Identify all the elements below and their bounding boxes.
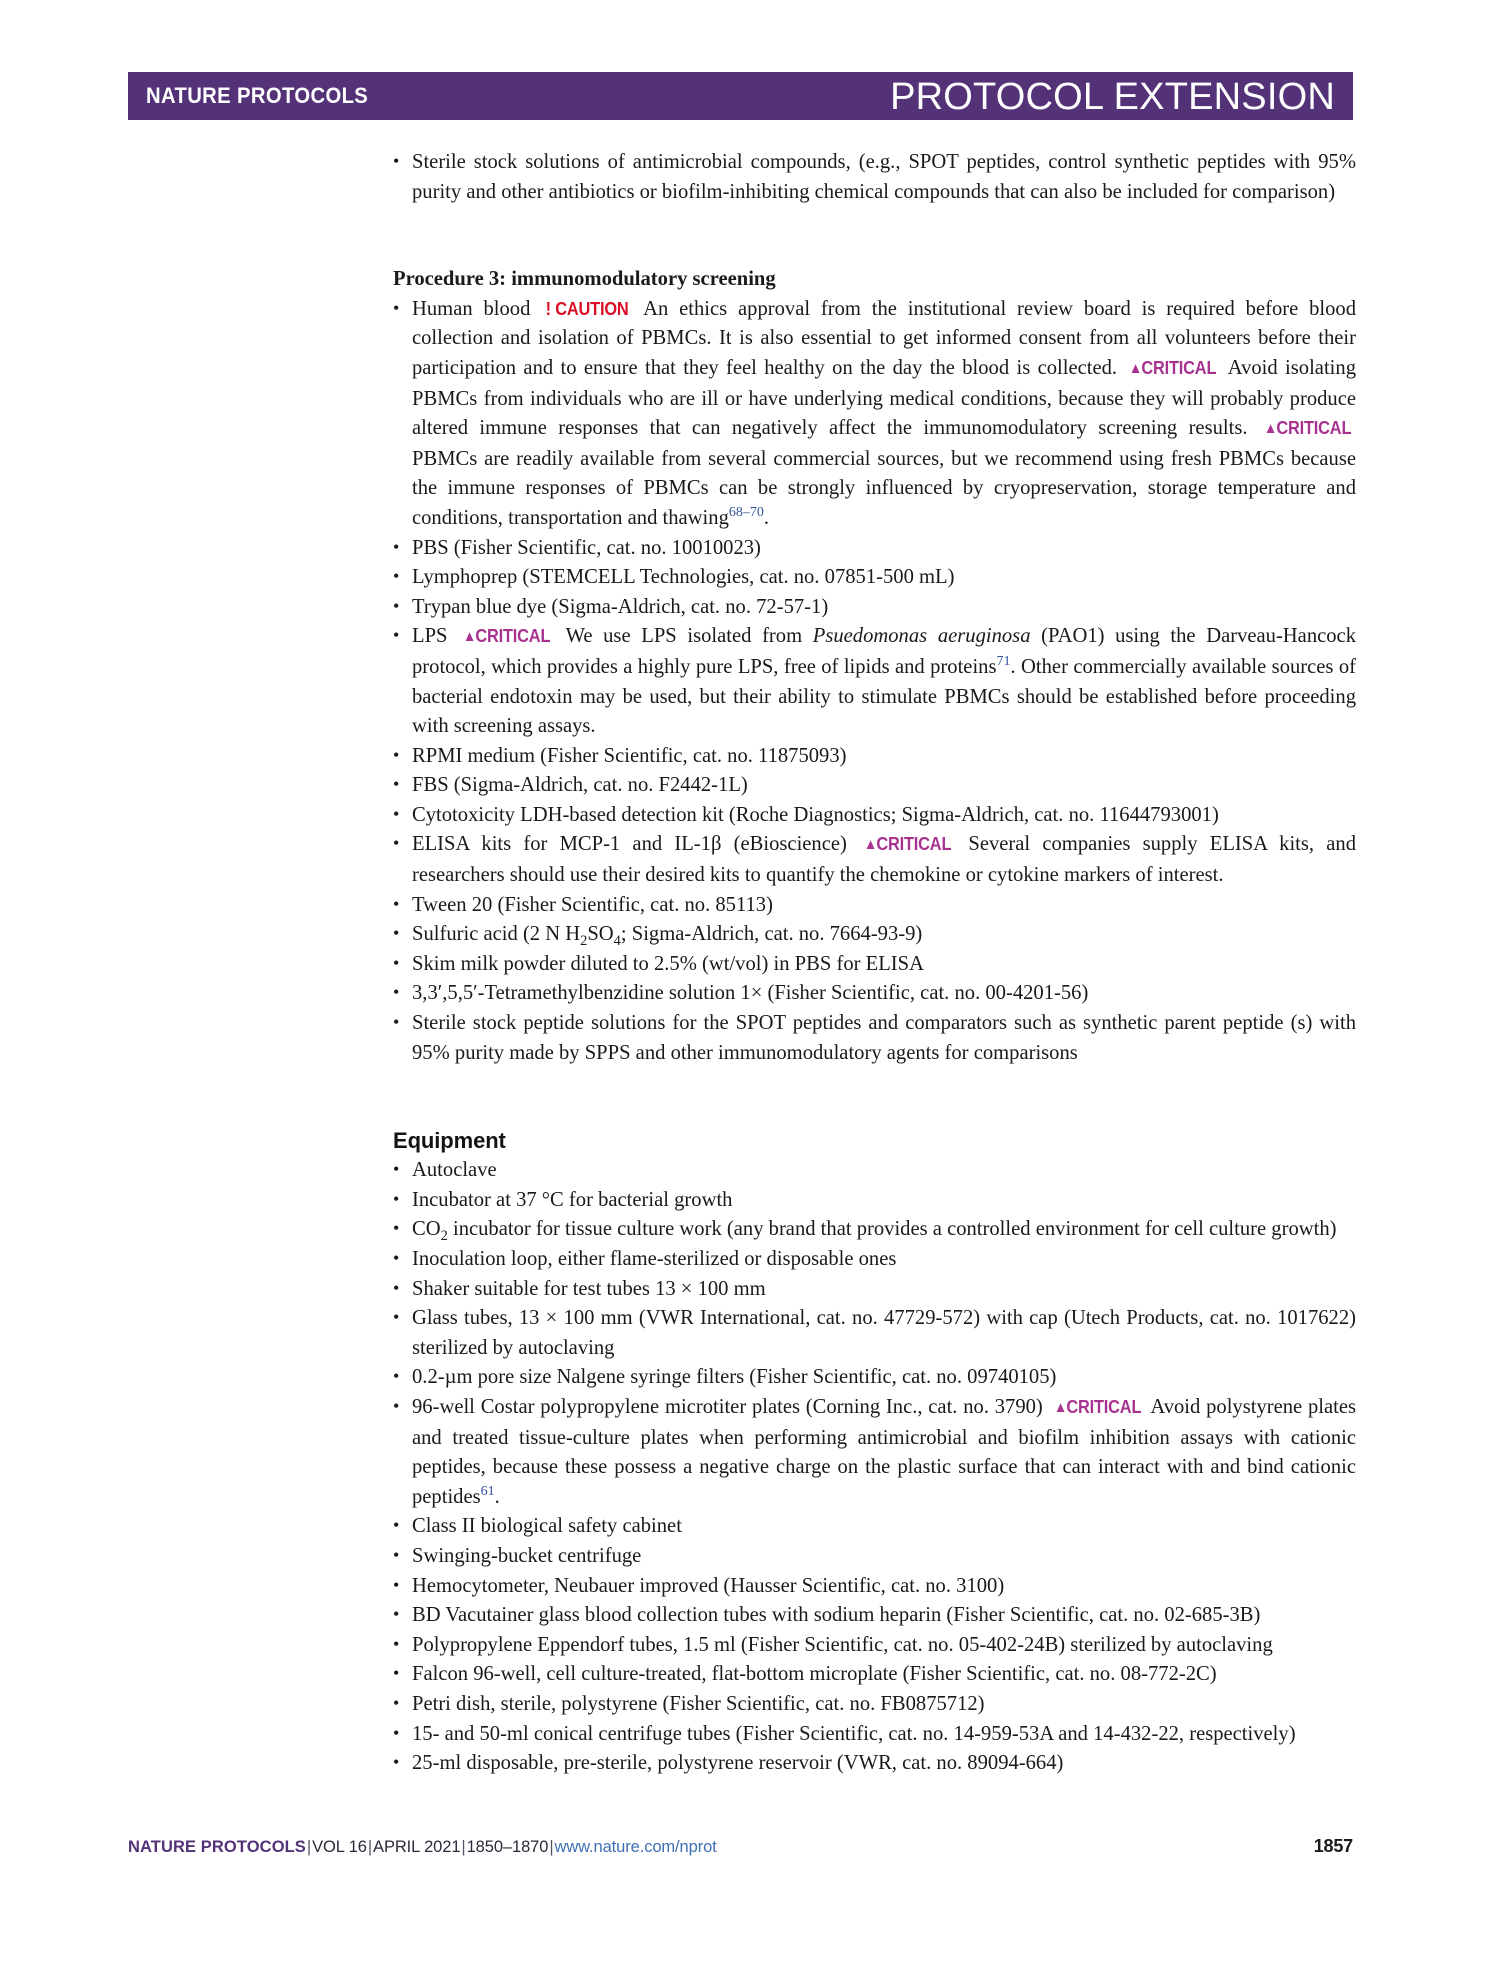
co2-text-a: CO — [412, 1218, 441, 1241]
critical-tag-label: CRITICAL — [876, 834, 952, 855]
critical-tag-label: CRITICAL — [475, 626, 551, 647]
footer-separator: | — [367, 1838, 373, 1856]
bullet-text: Polypropylene Eppendorf tubes, 1.5 ml (Fisher Scientific, cat. no. 05-402-24B) sterilized by autoclaving — [412, 1633, 1273, 1656]
list-item — [393, 1275, 1356, 1305]
critical-tag-label: CRITICAL — [1141, 357, 1217, 378]
triangle-icon: ▲ — [863, 836, 877, 854]
bullet-text: Class II biological safety cabinet — [412, 1515, 682, 1538]
list-item — [393, 1512, 1356, 1542]
section-gap — [393, 1068, 1356, 1126]
sulfuric-text-c: ; Sigma-Aldrich, cat. no. 7664-93-9) — [620, 923, 923, 946]
footer-date: APRIL 2021 — [373, 1838, 461, 1856]
bullet-text: Tween 20 (Fisher Scientific, cat. no. 85113) — [412, 893, 773, 916]
bullet-text: Petri dish, sterile, polystyrene (Fisher Scientific, cat. no. FB0875712) — [412, 1692, 985, 1715]
caution-body-text: An ethics approval from the institutional review board is required before blood collection and isolation of PBMCs. It is also essential to get informed consent from all volunteers before their participation and to ensure that they feel healthy on the day the blood is collected. — [412, 297, 1357, 379]
critical-body-text-1: Avoid isolating PBMCs from individuals who are ill or have underlying medical conditions, because they will probably produce altered immune responses that can negatively affect the immunomodulatory screening results. — [412, 356, 1356, 440]
sulfuric-text-a: Sulfuric acid (2 N H — [412, 923, 581, 946]
triangle-icon: ▲ — [1263, 420, 1277, 438]
critical-body-text-2-end: . — [763, 506, 770, 529]
list-item — [393, 830, 1356, 890]
bullet-text: FBS (Sigma-Aldrich, cat. no. F2442-1L) — [412, 774, 748, 797]
bullet-text: Skim milk powder diluted to 2.5% (wt/vol) in PBS for ELISA — [412, 952, 924, 975]
bullet-text: Cytotoxicity LDH-based detection kit (Roche Diagnostics; Sigma-Aldrich, cat. no. 11644793001) — [412, 803, 1219, 826]
equipment-heading: Equipment — [393, 1128, 506, 1154]
bullet-text: Sterile stock solutions of antimicrobial compounds, (e.g., SPOT peptides, control synthetic peptides with 95% purity and other antibiotics or biofilm-inhibiting chemical compounds that can also be included for comparison) — [412, 151, 1356, 203]
footer-journal-name: NATURE PROTOCOLS — [128, 1838, 306, 1856]
list-item — [393, 1572, 1356, 1602]
list-item — [393, 950, 1356, 980]
procedure-heading: Procedure 3: immunomodulatory screening — [393, 268, 776, 291]
list-item — [393, 742, 1356, 772]
bullet-text: BD Vacutainer glass blood collection tubes with sodium heparin (Fisher Scientific, cat. no. 02-685-3B) — [412, 1604, 1261, 1627]
lps-lead: LPS — [412, 625, 448, 648]
co2-text-b: incubator for tissue culture work (any brand that provides a controlled environment for cell culture growth) — [452, 1218, 1337, 1241]
subscript: 4 — [613, 933, 621, 950]
human-blood-lead: Human blood — [412, 297, 531, 320]
list-item — [393, 771, 1356, 801]
article-type-label: PROTOCOL EXTENSION — [890, 76, 1335, 118]
list-item — [393, 1660, 1356, 1690]
footer-separator: | — [306, 1838, 312, 1856]
microtiter-critical-end: . — [494, 1485, 500, 1508]
bullet-text: Lymphoprep (STEMCELL Technologies, cat. no. 07851-500 mL) — [412, 566, 955, 589]
footer-citation-line — [128, 1838, 717, 1857]
list-item — [393, 1631, 1356, 1661]
critical-body-text-2: PBMCs are readily available from several commercial sources, but we recommend using fresh PBMCs because the immune responses of PBMCs can be strongly influenced by cryopreservation, storage temperature and conditions, transportation and thawing — [412, 447, 1356, 529]
critical-tag — [864, 830, 951, 861]
triangle-icon: ▲ — [1129, 359, 1142, 377]
lps-text-end: . Other commercially available sources of bacterial endotoxin may be used, but their ability to stimulate PBMCs should be established before proceeding with screening assays. — [412, 655, 1356, 738]
list-item — [393, 1304, 1356, 1363]
bullet-text: 3,3′,5,5′-Tetramethylbenzidine solution 1× (Fisher Scientific, cat. no. 00-4201-56) — [412, 982, 1089, 1005]
article-text-column — [393, 148, 1356, 1779]
footer-pages: 1850–1870 — [466, 1838, 549, 1856]
triangle-icon: ▲ — [1053, 1398, 1066, 1416]
bullet-text: Hemocytometer, Neubauer improved (Hausser Scientific, cat. no. 3100) — [412, 1574, 1005, 1597]
footer-url-link[interactable]: www.nature.com/nprot — [554, 1838, 717, 1856]
bullet-text: Trypan blue dye (Sigma-Aldrich, cat. no. 72-57-1) — [412, 595, 829, 618]
sulfuric-text-b: SO — [587, 923, 614, 946]
list-item — [393, 148, 1356, 207]
microtiter-critical-text: Avoid polystyrene plates and treated tissue-culture plates when performing antimicrobial and biofilm inhibition assays with cationic peptides, because these possess a negative charge on the plastic surface that can interact with and bind cationic peptides — [412, 1395, 1357, 1508]
caution-tag: ! CAUTION — [545, 298, 629, 319]
lps-text-post: (PAO1) using the Darveau-Hancock protocol, which provides a highly pure LPS, free of lipids and proteins — [412, 625, 1356, 678]
list-item — [393, 1542, 1356, 1572]
list-item — [393, 563, 1356, 593]
list-item — [393, 801, 1356, 831]
page-footer — [128, 1836, 1353, 1857]
list-item — [393, 622, 1356, 741]
list-item — [393, 1156, 1356, 1186]
elisa-lead-a: ELISA kits for MCP-1 and IL-1 — [412, 833, 711, 856]
list-item — [393, 1720, 1356, 1750]
bullet-text: 0.2-µm pore size Nalgene syringe filters (Fisher Scientific, cat. no. 09740105) — [412, 1366, 1057, 1389]
footer-volume: VOL 16 — [312, 1838, 367, 1856]
list-item — [393, 295, 1356, 534]
section-gap — [393, 207, 1356, 265]
list-item — [393, 1009, 1356, 1068]
elisa-critical-text: Several companies supply ELISA kits, and researchers should use their desired kits to quantify the chemokine or cytokine markers of interest. — [412, 833, 1356, 887]
critical-tag — [463, 622, 550, 653]
subscript: 2 — [440, 1228, 448, 1245]
subscript: 2 — [580, 933, 588, 950]
list-item — [393, 1601, 1356, 1631]
bullet-text: Glass tubes, 13 × 100 mm (VWR International, cat. no. 47729-572) with cap (Utech Products, cat. no. 1017622) sterilized by autoclaving — [412, 1307, 1356, 1359]
critical-tag-label: CRITICAL — [1065, 1396, 1141, 1417]
list-item — [393, 979, 1356, 1009]
reference-citation[interactable]: 71 — [996, 654, 1011, 670]
bullet-text: 15- and 50-ml conical centrifuge tubes (Fisher Scientific, cat. no. 14-959-53A and 14-432-22, respectively) — [412, 1722, 1296, 1745]
list-item — [393, 593, 1356, 623]
beta-symbol: β — [710, 833, 722, 856]
bullet-text: Incubator at 37 °C for bacterial growth — [412, 1188, 733, 1211]
critical-tag-label: CRITICAL — [1276, 418, 1352, 439]
list-item — [393, 1690, 1356, 1720]
microtiter-lead: 96-well Costar polypropylene microtiter plates (Corning Inc., cat. no. 3790) — [412, 1395, 1043, 1418]
bullet-text: Inoculation loop, either flame-sterilized or disposable ones — [412, 1248, 897, 1270]
bullet-text: PBS (Fisher Scientific, cat. no. 10010023) — [412, 536, 761, 559]
triangle-icon: ▲ — [463, 628, 476, 646]
list-item — [393, 1393, 1356, 1512]
footer-separator: | — [461, 1838, 466, 1856]
bullet-text: Sterile stock peptide solutions for the SPOT peptides and comparators such as synthetic parent peptide (s) with 95% purity made by SPPS and other immunomodulatory agents for comparisons — [412, 1012, 1356, 1064]
reference-citation[interactable]: 68–70 — [728, 505, 764, 521]
bullet-text: Swinging-bucket centrifuge — [412, 1544, 642, 1567]
lps-text-pre: We use LPS isolated from — [565, 625, 803, 648]
reference-citation[interactable]: 61 — [480, 1483, 495, 1499]
journal-name: NATURE PROTOCOLS — [146, 83, 369, 108]
bullet-text: 25-ml disposable, pre-sterile, polystyrene reservoir (VWR, cat. no. 89094-664) — [412, 1752, 1064, 1775]
footer-separator: | — [549, 1838, 554, 1856]
list-item — [393, 920, 1356, 950]
list-item — [393, 1245, 1356, 1275]
bullet-text: RPMI medium (Fisher Scientific, cat. no. 11875093) — [412, 744, 847, 767]
bullet-text: Falcon 96-well, cell culture-treated, flat-bottom microplate (Fisher Scientific, cat. no. 08-772-2C) — [412, 1663, 1217, 1686]
bullet-text: Shaker suitable for test tubes 13 × 100 mm — [412, 1277, 766, 1300]
critical-tag — [1264, 414, 1351, 445]
page-header-band — [128, 72, 1353, 120]
critical-tag — [1053, 1393, 1140, 1424]
list-item — [393, 1186, 1356, 1216]
species-name: Psuedomonas aeruginosa — [812, 625, 1031, 648]
page-number: 1857 — [1313, 1836, 1353, 1856]
list-item — [393, 891, 1356, 921]
list-item — [393, 1215, 1356, 1245]
bullet-text: Autoclave — [412, 1159, 497, 1182]
list-item — [393, 534, 1356, 564]
list-item — [393, 1749, 1356, 1779]
critical-tag — [1129, 354, 1216, 385]
elisa-lead-b: (eBioscience) — [733, 833, 847, 856]
list-item — [393, 1363, 1356, 1393]
